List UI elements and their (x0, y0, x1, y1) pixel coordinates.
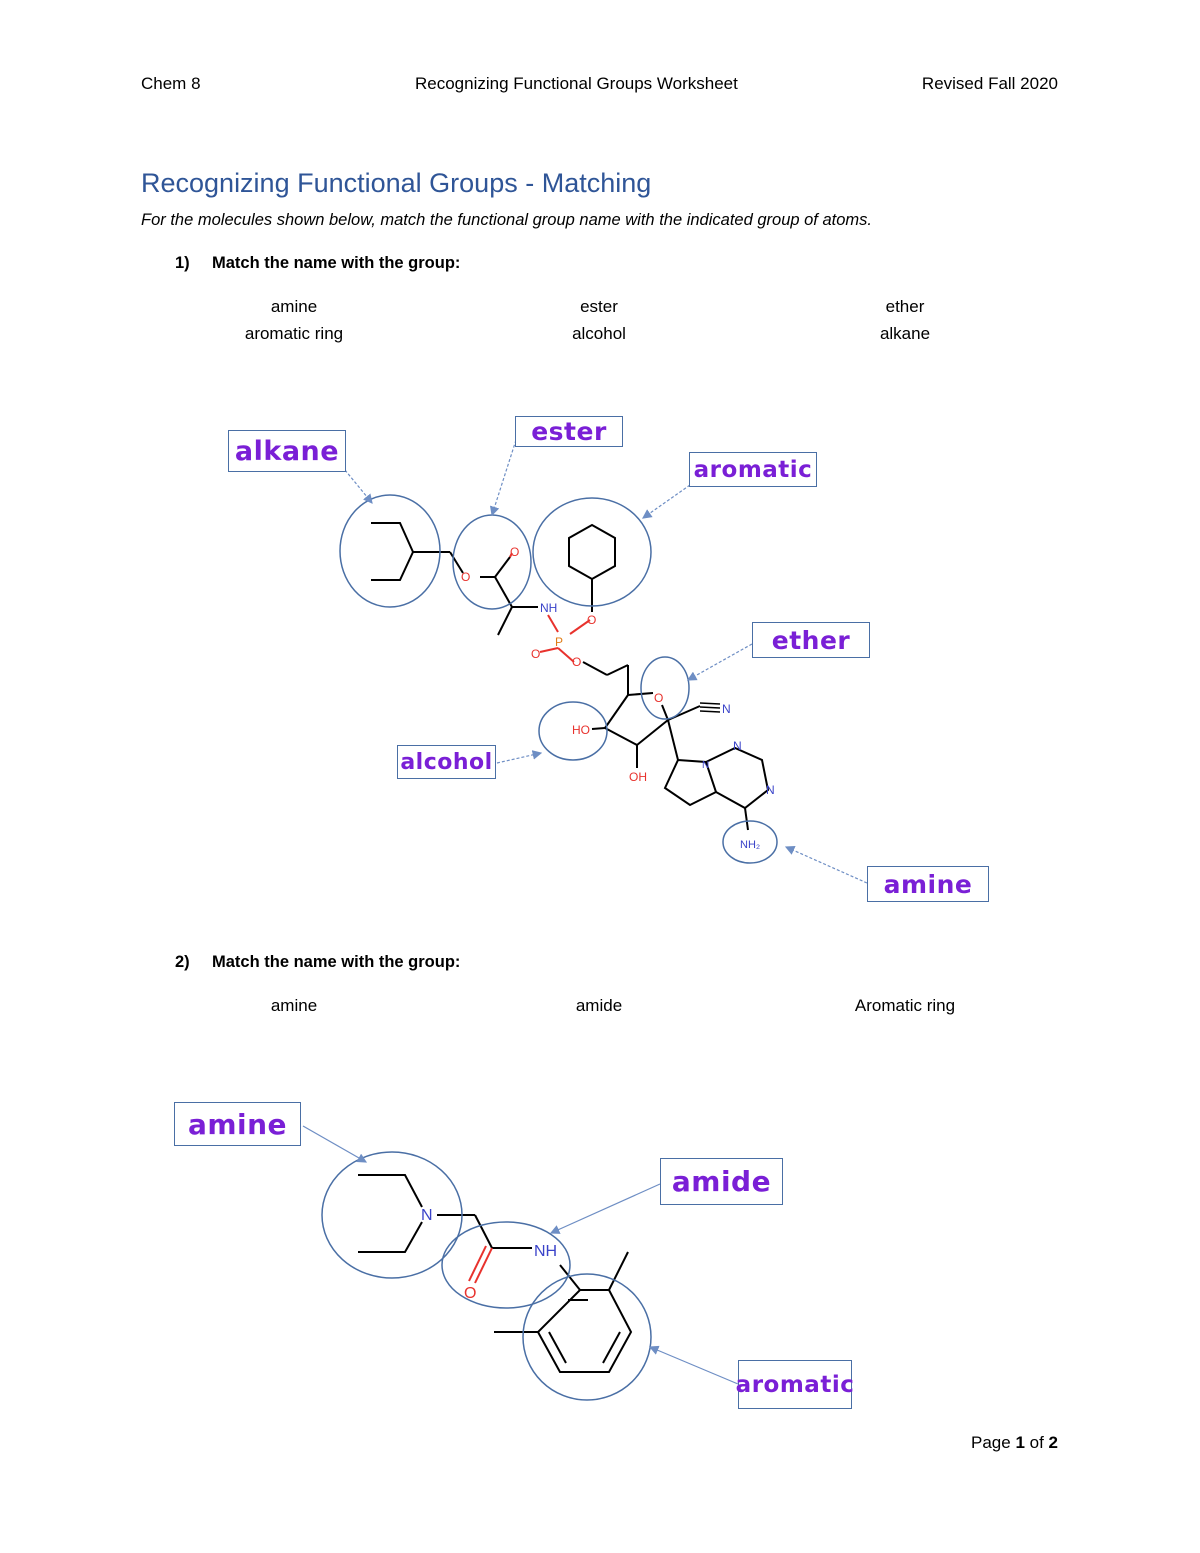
q2-answer-box-amide[interactable] (660, 1158, 783, 1205)
atom-o3: O (587, 613, 597, 627)
q1-group-circles (340, 495, 777, 863)
q2-carbonyl-bond (469, 1246, 492, 1283)
atom-nh: NH (540, 601, 558, 615)
atom-p: P (555, 635, 564, 649)
q2-answer-amide: amide (671, 1165, 772, 1198)
q2-atom-n: N (421, 1207, 433, 1224)
q2-word-aromatic-ring: Aromatic ring (854, 996, 956, 1015)
header-doc-title: Recognizing Functional Groups Worksheet (415, 74, 738, 93)
atom-o5: O (572, 655, 582, 669)
instructions: For the molecules shown below, match the functional group name with the indicated group of atoms. (141, 211, 872, 229)
atom-n1: N (702, 760, 710, 771)
q2-atom-o: O (464, 1285, 477, 1302)
page-footer (971, 1433, 1058, 1453)
q1-word-ether: ether (885, 297, 925, 316)
q1-word-amine: amine (270, 297, 318, 316)
page-title: Recognizing Functional Groups - Matching (141, 168, 652, 198)
atom-o1: O (461, 570, 471, 584)
header-course: Chem 8 (141, 74, 201, 93)
header-revised: Revised Fall 2020 (921, 74, 1058, 93)
q2-prompt: Match the name with the group: (212, 953, 461, 971)
q1-answer-ester: ester (531, 417, 607, 446)
q1-answer-aromatic: aromatic (693, 456, 813, 483)
q2-word-amide: amide (575, 996, 623, 1015)
q1-word-alcohol: alcohol (572, 324, 626, 343)
q1-answer-box-alkane[interactable] (228, 430, 346, 472)
q1-answer-box-amine[interactable] (867, 866, 989, 902)
q2-answer-aromatic: aromatic (735, 1371, 855, 1398)
q1-answer-amine: amine (883, 869, 973, 899)
q2-word-amine: amine (270, 996, 318, 1015)
q1-answer-box-ester[interactable] (515, 416, 623, 447)
q1-word-ester: ester (580, 297, 618, 316)
q2-atom-nh: NH (534, 1243, 558, 1260)
atom-o4: O (531, 647, 541, 661)
atom-nh2: NH₂ (740, 839, 761, 851)
footer-page-of: of (1024, 1433, 1049, 1452)
q1-skeleton-bonds (371, 523, 768, 830)
q1-nitrile-bond (700, 703, 720, 712)
atom-ho: HO (572, 723, 590, 737)
atom-o2: O (510, 545, 520, 559)
q1-answer-alcohol: alcohol (400, 749, 493, 775)
atom-n2: N (733, 739, 742, 753)
q1-arrows (345, 440, 867, 883)
q1-atom-labels (461, 545, 775, 851)
footer-page-total: 2 (1048, 1433, 1058, 1452)
q2-group-circles (322, 1152, 651, 1400)
q1-word-aromatic-ring: aromatic ring (244, 324, 344, 343)
q2-answer-amine: amine (187, 1107, 288, 1141)
footer-page-prefix: Page (971, 1433, 1016, 1452)
atom-oh: OH (629, 770, 647, 784)
q2-answer-box-aromatic[interactable] (735, 1360, 855, 1409)
q1-prompt: Match the name with the group: (212, 254, 461, 272)
q1-number: 1) (175, 254, 190, 272)
atom-n3: N (766, 783, 775, 797)
q1-answer-alkane: alkane (234, 435, 340, 467)
q2-number: 2) (175, 953, 190, 971)
atom-n-nitrile: N (722, 702, 731, 716)
q2-answer-box-amine[interactable] (174, 1102, 301, 1146)
q1-word-alkane: alkane (879, 324, 931, 343)
q1-answer-ether: ether (771, 625, 851, 655)
q1-answer-box-ether[interactable] (752, 622, 870, 658)
q1-answer-box-alcohol[interactable] (397, 745, 496, 779)
q1-answer-box-aromatic[interactable] (689, 452, 817, 487)
footer-page-num: 1 (1015, 1433, 1025, 1452)
atom-o6: O (654, 691, 664, 705)
